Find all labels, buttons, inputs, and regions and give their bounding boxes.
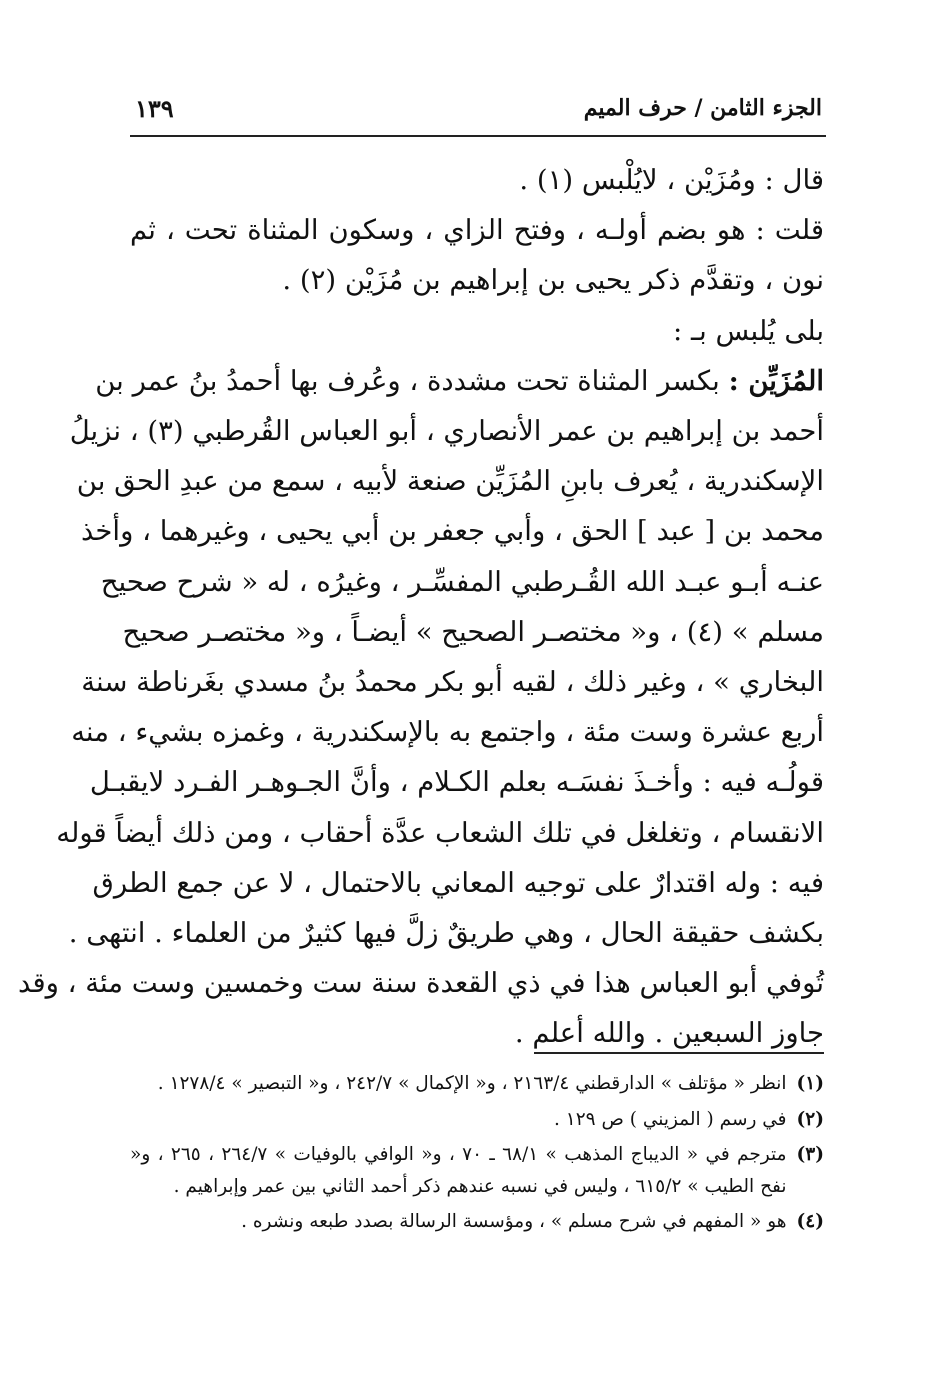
text-line: البخاري » ، وغير ذلك ، لقيه أبو بكر محمدُ بنُ مسدي بغَرناطة سنة xyxy=(81,666,824,699)
text-line: قلت : هو بضم أولـه ، وفتح الزاي ، وسكون المثناة تحت ، ثم xyxy=(130,214,824,247)
main-text xyxy=(18,155,824,1059)
text-line: نون ، وتقدَّم ذكر يحيى بن إبراهيم بن مُزَيْن (٢) . xyxy=(282,264,824,297)
text-line: قولُـه فيه : وأخـذَ نفسَـه بعلم الكـلام ، وأنَّ الجـوهـر الفـرد لايقبـل xyxy=(89,766,824,799)
footnote xyxy=(130,1206,824,1238)
text-line: أربع عشرة وست مئة ، واجتمع به بالإسكندرية ، وغمزه بشيء ، منه xyxy=(71,716,824,749)
text-line-rest: بكسر المثناة تحت مشددة ، وعُرف بها أحمدُ بنُ عمر بن xyxy=(95,364,720,397)
footnote-number: (٣) xyxy=(796,1144,824,1165)
text-line: عنـه أبـو عبـد الله القُـرطبي المفسِّـر ، وغيرُه ، له « شرح صحيح xyxy=(100,565,824,598)
footnote-text: هو « المفهم في شرح مسلم » ، ومؤسسة الرسالة بصدد طبعه ونشره . xyxy=(241,1211,787,1232)
text-line: أحمد بن إبراهيم بن عمر الأنصاري ، أبو العباس القُرطبي (٣) ، نزيلُ xyxy=(69,415,824,448)
text-line: جاوز السبعين . والله أعلم . xyxy=(514,1017,824,1050)
footnote xyxy=(130,1068,824,1100)
footnote-number: (٢) xyxy=(796,1108,824,1130)
page-number: ١٣٩ xyxy=(135,93,174,123)
text-line: فيه : وله اقتدارٌ على توجيه المعاني بالاحتمال ، لا عن جمع الطرق xyxy=(92,866,824,899)
footnote xyxy=(130,1139,824,1202)
text-line: بلى يُلبس بـ : xyxy=(673,314,824,347)
footnote xyxy=(130,1104,824,1136)
page-header xyxy=(135,88,822,128)
footnote-text: في رسم ( المزيني ) ص ١٢٩ . xyxy=(554,1108,787,1130)
running-title: الجزء الثامن / حرف الميم xyxy=(583,95,822,121)
text-line: محمد بن [ عبد ] الحق ، وأبي جعفر بن أبي يحيى ، وغيرهما ، وأخذ xyxy=(81,515,824,548)
footnote-divider xyxy=(534,1052,824,1054)
footnotes xyxy=(130,1068,824,1242)
footnote-number: (٤) xyxy=(796,1211,824,1232)
footnote-number: (١) xyxy=(796,1073,824,1094)
text-line: الانقسام ، وتغلغل في تلك الشعاب عدَّة أحقاب ، ومن ذلك أيضاً قوله xyxy=(56,816,824,849)
footnote-text: انظر « مؤتلف » الدارقطني ٢١٦٣/٤ ، و« الإكمال » ٢٤٢/٧ ، و« التبصير » ١٢٧٨/٤ . xyxy=(157,1073,787,1094)
text-line: الإسكندرية ، يُعرف بابنِ المُزَيِّن صنعة لأبيه ، سمع من عبدِ الحق بن xyxy=(76,465,824,498)
text-line: قال : ومُزَيْن ، لايُلْبس (١) . xyxy=(519,164,824,196)
entry-term: المُزَيِّن : xyxy=(728,364,824,397)
footnote-text: مترجم في « الديباج المذهب » ٦٨/١ ـ ٧٠ ، و« الوافي بالوفيات » ٢٦٤/٧ ، ٢٦٥ ، و« نفح الطيب » ٦١٥/٢ ، وليس في نسبه عندهم ذكر أحمد الثاني بين عمر وإبراهيم . xyxy=(130,1144,787,1197)
text-line: تُوفي أبو العباس هذا في ذي القعدة سنة ست وخمسين وست مئة ، وقد xyxy=(18,967,824,1000)
text-line xyxy=(95,356,824,406)
text-line: بكشف حقيقة الحال ، وهي طريقٌ زلَّ فيها كثيرٌ من العلماء . انتهى . xyxy=(68,917,824,950)
text-line: مسلم » (٤) ، و« مختصـر الصحيح » أيضـاً ، و« مختصـر صحيح xyxy=(122,615,824,648)
header-divider xyxy=(130,135,826,137)
